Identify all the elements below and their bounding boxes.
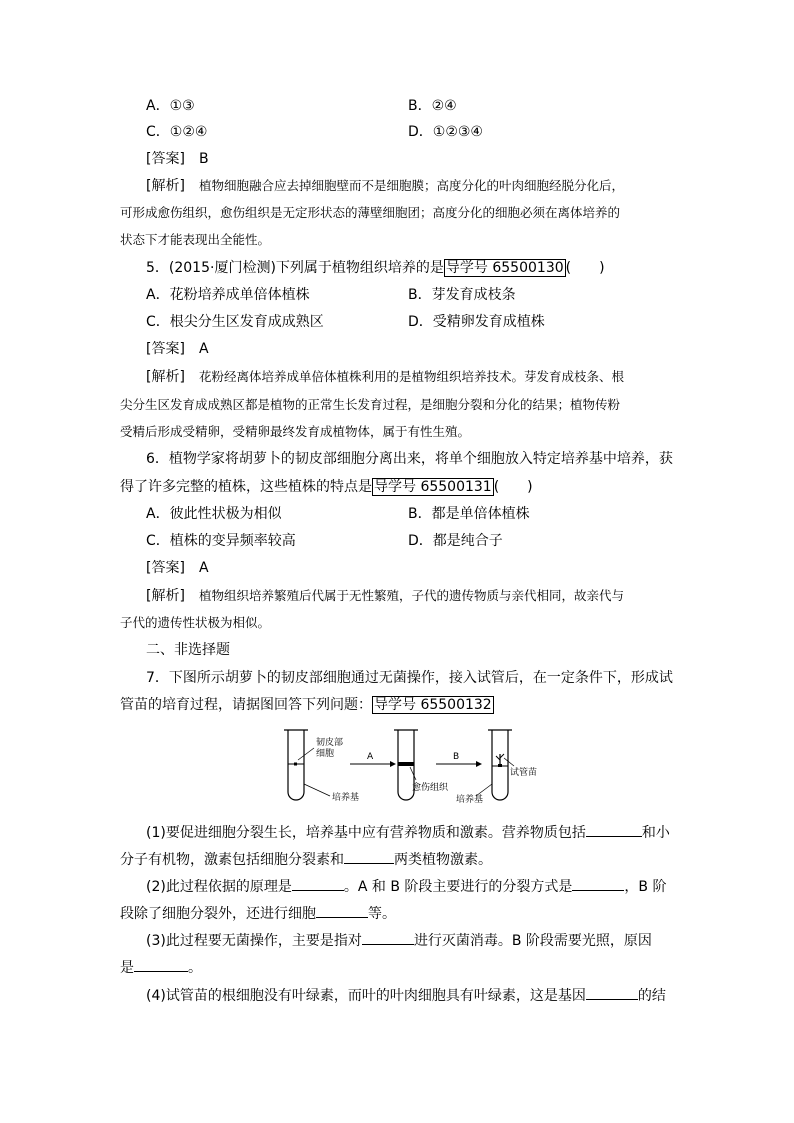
q6-stem-line-2 xyxy=(120,477,533,497)
q6-ref-number: 导学号 65500131 xyxy=(374,479,492,495)
q7-part-2-text-tail: ，B 阶 xyxy=(624,879,667,895)
q7-part-3-text-tail: 进行灭菌消毒。B 阶段需要光照，原因 xyxy=(413,933,652,949)
q5-explanation-line-3: 受精后形成受精卵，受精卵最终发育成植物体，属于有性生殖。 xyxy=(120,424,471,439)
q5-stem xyxy=(146,258,605,278)
answer-value: B xyxy=(198,151,209,167)
q5-explanation-line-2: 尖分生区发育成成熟区都是植物的正常生长发育过程，是细胞分裂和分化的结果；植物传粉 xyxy=(120,397,621,412)
q4-explanation-line-2: 可形成愈伤组织，愈伤组织是无定形状态的薄壁细胞团；高度分化的细胞必须在离体培养的 xyxy=(120,205,621,220)
q5-option-c: C．根尖分生区发育成成熟区 xyxy=(146,314,324,330)
q7-stem-line-2 xyxy=(120,695,494,715)
label-callus: 愈伤组织 xyxy=(412,783,449,793)
q6-option-b: B．都是单倍体植株 xyxy=(408,506,530,522)
explanation-tag: [解析] xyxy=(146,178,185,194)
arrow-a-label: A xyxy=(367,752,374,762)
q7-part-2-text-mid: 。A 和 B 阶段主要进行的分裂方式是 xyxy=(343,879,573,895)
q7-part-1-line-1 xyxy=(146,822,670,843)
label-plantlet: 试管苗 xyxy=(510,768,538,778)
explanation-text: 植物组织培养繁殖后代属于无性繁殖，子代的遗传物质与亲代相同，故亲代与 xyxy=(198,588,624,603)
q7-part-3-text: 是 xyxy=(120,960,134,976)
section-heading: 二、非选择题 xyxy=(146,642,230,658)
q5-answer-paren: ( ) xyxy=(565,260,605,276)
q6-option-d: D．都是纯合子 xyxy=(408,533,503,549)
q7-part-1-line-2 xyxy=(120,849,492,870)
answer-value: A xyxy=(198,341,209,357)
q7-stem-text: 管苗的培育过程，请据图回答下列问题： xyxy=(120,697,372,713)
test-tube-3 xyxy=(488,730,512,800)
q6-explanation-line-2: 子代的遗传性状极为相似。 xyxy=(120,615,271,630)
q7-part-1-text: (1)要促进细胞分裂生长，培养基中应有营养物质和激素。营养物质包括 xyxy=(146,825,586,841)
q7-part-1-text-tail: 两类植物激素。 xyxy=(394,852,492,868)
answer-blank[interactable] xyxy=(316,903,368,918)
answer-blank[interactable] xyxy=(134,957,188,972)
plantlet-icon xyxy=(496,754,504,767)
q6-option-c: C．植株的变异频率较高 xyxy=(146,533,296,549)
q7-part-1-text-tail: 和小 xyxy=(641,825,670,841)
answer-blank[interactable] xyxy=(586,985,638,1000)
q4-option-b: B．②④ xyxy=(408,98,457,114)
explanation-tag: [解析] xyxy=(146,369,185,385)
q4-option-d: D．①②③④ xyxy=(408,124,483,140)
q7-part-2-text: 段除了细胞分裂外，还进行细胞 xyxy=(120,906,316,922)
q7-ref-number: 导学号 65500132 xyxy=(374,697,492,713)
q4-explanation-line-1 xyxy=(146,176,624,196)
label-phloem-cell-1: 韧皮部 xyxy=(316,738,344,748)
answer-tag: [答案] xyxy=(146,151,185,167)
q7-part-4-text: (4)试管苗的根细胞没有叶绿素，而叶的叶肉细胞具有叶绿素，这是基因 xyxy=(146,988,586,1004)
answer-blank[interactable] xyxy=(292,876,344,891)
q6-answer xyxy=(146,558,209,578)
q6-option-a: A．彼此性状极为相似 xyxy=(146,506,282,522)
q5-answer xyxy=(146,339,209,359)
q4-option-c: C．①②④ xyxy=(146,124,208,140)
q5-option-d: D．受精卵发育成植株 xyxy=(408,314,545,330)
q5-stem-text: 5．(2015·厦门检测)下列属于植物组织培养的是 xyxy=(146,260,444,276)
explanation-text: 花粉经离体培养成单倍体植株利用的是植物组织培养技术。芽发育成枝条、根 xyxy=(198,369,624,384)
q7-part-4-line-1 xyxy=(146,985,666,1006)
answer-tag: [答案] xyxy=(146,341,185,357)
label-phloem-cell-2: 细胞 xyxy=(316,749,335,759)
answer-value: A xyxy=(198,560,209,576)
q4-option-a: A．①③ xyxy=(146,98,195,114)
answer-blank[interactable] xyxy=(362,930,414,945)
q7-part-2-text-tail: 等。 xyxy=(368,906,396,922)
test-tube-1 xyxy=(284,730,308,800)
q7-stem-line-1: 7．下图所示胡萝卜的韧皮部细胞通过无菌操作，接入试管后，在一定条件下，形成试 xyxy=(146,670,673,686)
q7-part-3-text: (3)此过程要无菌操作，主要是指对 xyxy=(146,933,362,949)
q5-ref-number: 导学号 65500130 xyxy=(445,260,564,276)
q6-stem-line-1: 6．植物学家将胡萝卜的韧皮部细胞分离出来，将单个细胞放入特定培养基中培养，获 xyxy=(146,451,673,467)
q7-part-4-text-tail: 的结 xyxy=(637,988,666,1004)
label-medium-1: 培养基 xyxy=(332,793,360,803)
q4-explanation-line-3: 状态下才能表现出全能性。 xyxy=(120,232,271,247)
q6-stem-text: 得了许多完整的植株，这些植株的特点是 xyxy=(120,479,372,495)
answer-blank[interactable] xyxy=(344,849,394,864)
q7-part-2-line-1 xyxy=(146,876,666,897)
q7-part-2-line-2 xyxy=(120,903,396,924)
explanation-tag: [解析] xyxy=(146,588,185,604)
q7-part-3-line-1 xyxy=(146,930,652,951)
tissue-culture-diagram xyxy=(270,724,550,808)
q5-option-b: B．芽发育成枝条 xyxy=(408,287,516,303)
q5-explanation-line-1 xyxy=(146,367,624,387)
q7-part-1-text: 分子有机物，激素包括细胞分裂素和 xyxy=(120,852,344,868)
q7-part-3-line-2 xyxy=(120,957,202,978)
answer-tag: [答案] xyxy=(146,560,185,576)
q5-option-a: A．花粉培养成单倍体植株 xyxy=(146,287,310,303)
explanation-text: 植物细胞融合应去掉细胞壁而不是细胞膜；高度分化的叶肉细胞经脱分化后， xyxy=(198,178,624,193)
q7-part-2-text: (2)此过程依据的原理是 xyxy=(146,879,292,895)
answer-blank[interactable] xyxy=(586,822,642,837)
arrow-b-label: B xyxy=(453,752,460,762)
answer-blank[interactable] xyxy=(572,876,624,891)
q6-explanation-line-1 xyxy=(146,586,624,606)
label-medium-2: 培养基 xyxy=(456,795,484,805)
q6-answer-paren: ( ) xyxy=(493,479,533,495)
q7-part-3-text-tail: 。 xyxy=(188,960,202,976)
q4-answer xyxy=(146,149,209,169)
